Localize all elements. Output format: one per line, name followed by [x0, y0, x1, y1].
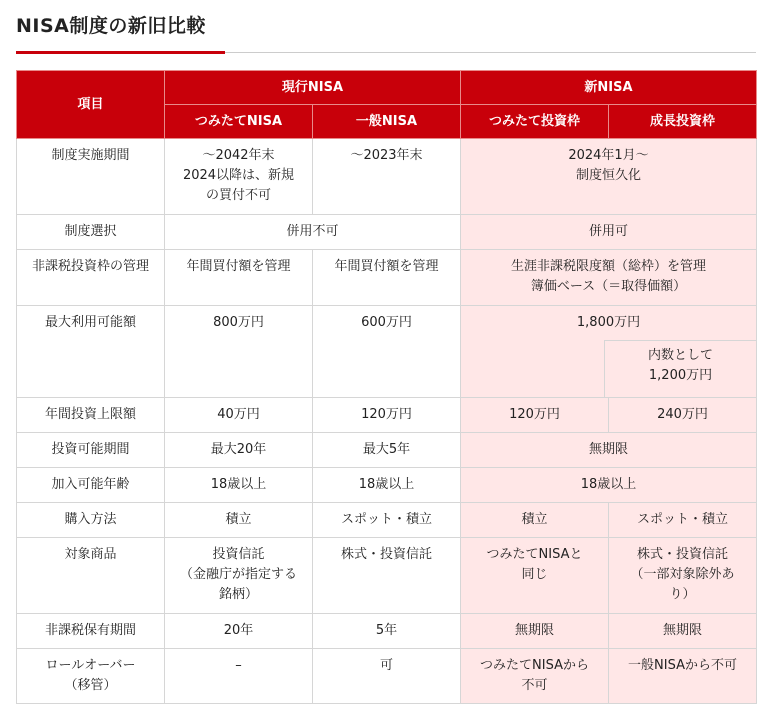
cell: 株式・投資信託: [313, 538, 461, 614]
cell-line: 株式・投資信託: [636, 547, 728, 562]
row-label: 非課税保有期間: [17, 614, 165, 649]
header-seicho-waku: 成長投資枠: [609, 105, 757, 139]
cell-line: 銘柄）: [218, 587, 258, 602]
table-row: [17, 215, 757, 250]
table-row: [17, 649, 757, 704]
row-label: 制度選択: [17, 215, 165, 250]
cell: [461, 250, 757, 306]
cell: 120万円: [313, 398, 461, 433]
cell: 18歳以上: [165, 468, 313, 503]
table-header: [17, 71, 757, 139]
cell: –: [165, 649, 313, 704]
table-row: [17, 306, 757, 398]
cell-line: 同じ: [521, 567, 548, 582]
nisa-comparison-table: [16, 70, 757, 704]
table-row: [17, 468, 757, 503]
cell: 年間買付額を管理: [313, 250, 461, 306]
cell: 年間買付額を管理: [165, 250, 313, 306]
cell-line: 生涯非課税限度額（総枠）を管理: [510, 259, 706, 274]
cell: 無期限: [461, 614, 609, 649]
cell: 40万円: [165, 398, 313, 433]
cell: 最大5年: [313, 433, 461, 468]
cell-line: の買付不可: [205, 188, 271, 203]
cell-line: ～2042年末: [202, 148, 275, 163]
cell-line: （一部対象除外あ: [630, 567, 735, 582]
cell-line: 2024以降は、新規: [182, 168, 295, 183]
cell: 5年: [313, 614, 461, 649]
cell: 無期限: [609, 614, 757, 649]
cell: 積立: [461, 503, 609, 538]
cell: 併用可: [461, 215, 757, 250]
cell-line: （金融庁が指定する: [179, 567, 297, 582]
header-ippan-nisa: 一般NISA: [313, 105, 461, 139]
header-tsumitate-nisa: つみたてNISA: [165, 105, 313, 139]
cell: 18歳以上: [313, 468, 461, 503]
cell: 20年: [165, 614, 313, 649]
cell: [461, 306, 757, 398]
cell: ～2023年末: [313, 139, 461, 215]
cell: 600万円: [313, 306, 461, 398]
cell: [461, 649, 609, 704]
cell-line: ロールオーバー: [45, 658, 136, 673]
table-row: [17, 250, 757, 306]
cell: 無期限: [461, 433, 757, 468]
cell: 240万円: [609, 398, 757, 433]
table-row: [17, 398, 757, 433]
title-underline-accent: [16, 51, 225, 54]
page-title: NISA制度の新旧比較: [16, 15, 206, 37]
cell-line: 不可: [521, 678, 548, 693]
table-row: [17, 614, 757, 649]
cell-line: 制度恒久化: [575, 168, 641, 183]
row-label: 投資可能期間: [17, 433, 165, 468]
cell: 最大20年: [165, 433, 313, 468]
row-label: 年間投資上限額: [17, 398, 165, 433]
row-label: 非課税投資枠の管理: [17, 250, 165, 306]
header-tsumitate-waku: つみたて投資枠: [461, 105, 609, 139]
cell-line: り）: [669, 587, 696, 602]
row-label: 加入可能年齢: [17, 468, 165, 503]
cell: [609, 538, 757, 614]
cell: スポット・積立: [313, 503, 461, 538]
cell: [461, 139, 757, 215]
cell: 一般NISAから不可: [609, 649, 757, 704]
row-label: 制度実施期間: [17, 139, 165, 215]
row-label: [17, 649, 165, 704]
cell: スポット・積立: [609, 503, 757, 538]
seicho-inner-amount: [604, 340, 756, 397]
table-row: [17, 139, 757, 215]
cell-line: （移管）: [64, 678, 117, 693]
cell: 120万円: [461, 398, 609, 433]
row-label: 対象商品: [17, 538, 165, 614]
cell-line: 投資信託: [212, 547, 265, 562]
table-row: [17, 503, 757, 538]
cell-line: つみたてNISAと: [486, 547, 583, 562]
cell: 可: [313, 649, 461, 704]
cell: [461, 538, 609, 614]
cell-line: 簿価ベース（＝取得価額）: [530, 279, 687, 294]
cell-line: つみたてNISAから: [480, 658, 589, 673]
row-label: 最大利用可能額: [17, 306, 165, 398]
cell-line: 2024年1月～: [568, 148, 649, 163]
cell: 積立: [165, 503, 313, 538]
cell-line: 内数として: [647, 348, 713, 363]
row-label: 購入方法: [17, 503, 165, 538]
cell: 800万円: [165, 306, 313, 398]
cell: 併用不可: [165, 215, 461, 250]
header-current-nisa: 現行NISA: [165, 71, 461, 105]
header-new-nisa: 新NISA: [461, 71, 757, 105]
table-row: [17, 433, 757, 468]
cell: [165, 139, 313, 215]
cell-line: 1,800万円: [576, 315, 641, 330]
header-item: 項目: [17, 71, 165, 139]
cell: [165, 538, 313, 614]
cell: 18歳以上: [461, 468, 757, 503]
cell-line: 1,200万円: [648, 368, 713, 383]
table-row: [17, 538, 757, 614]
